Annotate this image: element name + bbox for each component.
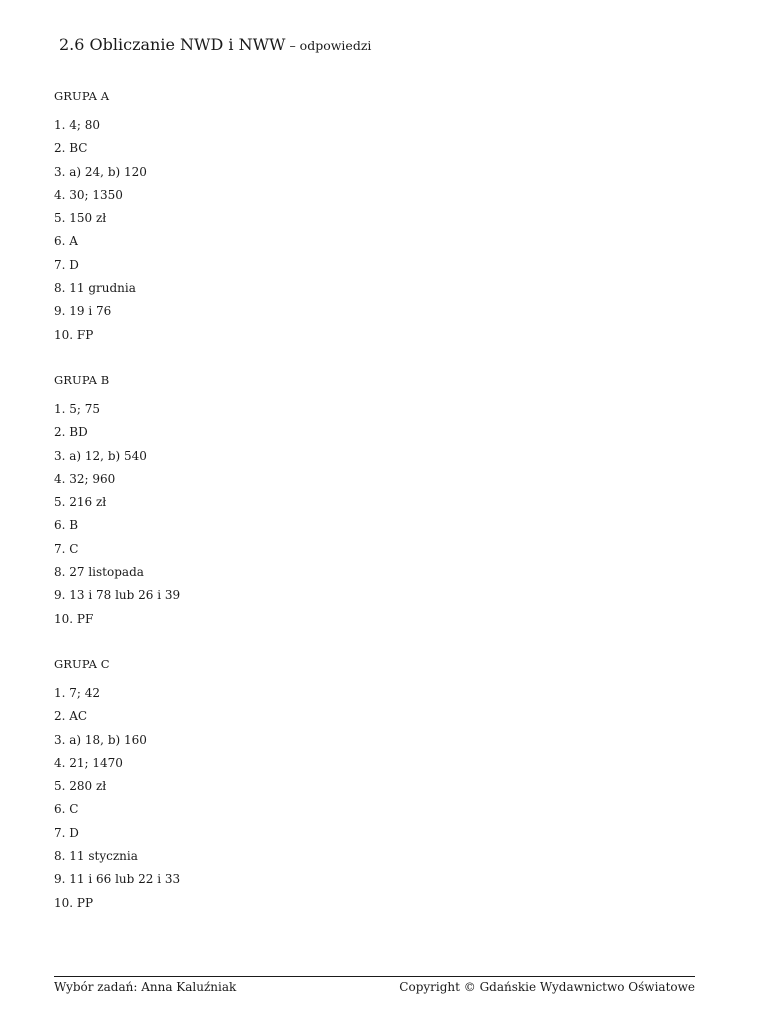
answer-item: 5. 280 zł	[54, 779, 107, 794]
answer-item: 8. 11 stycznia	[54, 849, 138, 864]
answer-item: 10. PP	[54, 895, 94, 910]
answer-item: 2. BD	[54, 425, 88, 440]
page-title	[59, 35, 371, 56]
title-subtitle: – odpowiedzi	[285, 38, 372, 53]
answer-item: 3. a) 24, b) 120	[54, 164, 147, 179]
answer-item: 9. 19 i 76	[54, 304, 112, 319]
answer-item: 9. 11 i 66 lub 22 i 33	[54, 872, 181, 887]
answer-item: 7. D	[54, 825, 79, 840]
answer-item: 3. a) 18, b) 160	[54, 732, 147, 747]
answer-item: 6. A	[54, 234, 78, 249]
answer-item: 10. PF	[54, 611, 94, 626]
group-b	[54, 373, 180, 635]
answer-item: 8. 11 grudnia	[54, 281, 136, 296]
answer-list	[54, 118, 147, 342]
group-a	[54, 89, 147, 351]
answer-item: 6. B	[54, 518, 79, 533]
answer-item: 4. 21; 1470	[54, 755, 123, 770]
group-c	[54, 657, 180, 919]
answer-item: 5. 216 zł	[54, 495, 107, 510]
answer-item: 2. BC	[54, 141, 88, 156]
footer-copyright: Copyright © Gdańskie Wydawnictwo Oświatowe	[399, 980, 695, 994]
answer-item: 4. 32; 960	[54, 471, 116, 486]
answer-item: 6. C	[54, 802, 79, 817]
answer-item: 4. 30; 1350	[54, 187, 123, 202]
answer-item: 1. 5; 75	[54, 402, 101, 416]
answer-item: 2. AC	[54, 709, 88, 724]
answer-list	[54, 402, 180, 626]
group-heading: GRUPA A	[54, 89, 110, 103]
answer-item: 9. 13 i 78 lub 26 i 39	[54, 588, 181, 603]
footer-author: Wybór zadań: Anna Kaluźniak	[54, 980, 237, 994]
answer-item: 7. D	[54, 257, 79, 272]
group-heading: GRUPA C	[54, 657, 110, 671]
title-main: 2.6 Obliczanie NWD i NWW	[59, 35, 286, 54]
answer-item: 5. 150 zł	[54, 211, 107, 226]
answer-item: 1. 7; 42	[54, 686, 101, 700]
group-heading: GRUPA B	[54, 373, 110, 387]
footer-divider	[54, 976, 695, 977]
answer-item: 8. 27 listopada	[54, 565, 144, 580]
answer-item: 3. a) 12, b) 540	[54, 448, 147, 463]
answer-item: 10. FP	[54, 327, 94, 342]
answer-item: 7. C	[54, 541, 79, 556]
answer-item: 1. 4; 80	[54, 118, 101, 132]
answer-list	[54, 686, 180, 910]
